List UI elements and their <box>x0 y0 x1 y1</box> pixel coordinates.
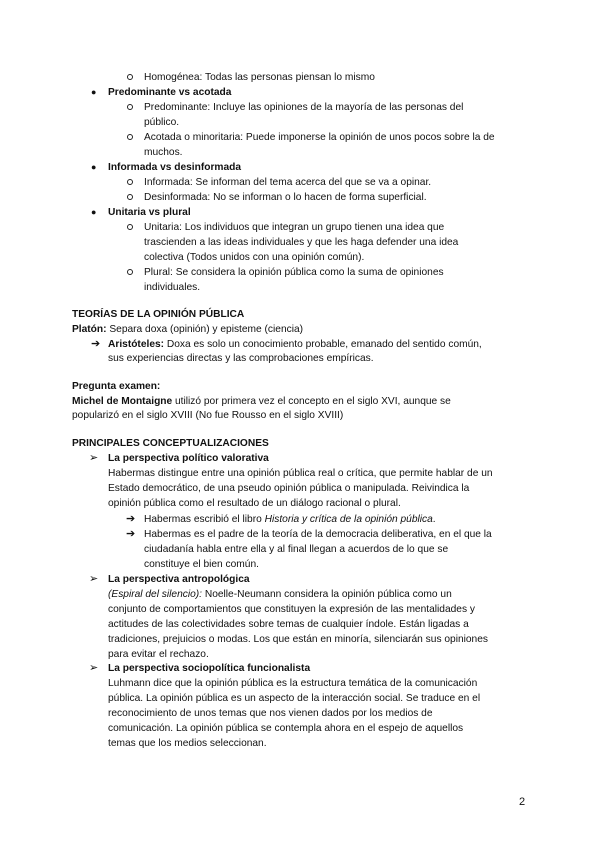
hollow-bullet-icon <box>127 194 133 200</box>
arrow-right-icon: ➔ <box>126 513 136 525</box>
funcionalista-text-5: temas que los medios seleccionan. <box>108 738 267 749</box>
list-heading-informada: Informada vs desinformada <box>108 162 242 173</box>
funcionalista-text-3: reconocimiento de unos temas que nos vienen dados por los medios de <box>108 708 433 719</box>
list-item-plural: Plural: Se considera la opinión pública como la suma de opiniones <box>144 267 444 278</box>
list-item-predominante-cont: público. <box>144 117 180 128</box>
triangle-arrow-icon: ➢ <box>89 662 99 674</box>
montaigne-name: Michel de Montaigne <box>72 396 173 407</box>
antropologica-text-3: actitudes de las colectividades sobre temas de cualquier índole. Están ligadas a <box>108 619 469 630</box>
hollow-bullet-icon <box>127 224 133 230</box>
habermas-libro-line <box>144 513 436 527</box>
valorativa-text-1: Habermas distingue entre una opinión pública real o crítica, que permite hablar de un <box>108 468 493 479</box>
pregunta-text: utilizó por primera vez el concepto en el siglo XVI, aunque se <box>172 396 451 407</box>
funcionalista-text-2: pública. La opinión pública es un aspecto de la interacción social. Se traduce en el <box>108 693 481 704</box>
list-item-acotada: Acotada o minoritaria: Puede imponerse la opinión de unos pocos sobre la de <box>144 132 495 143</box>
list-item-acotada-cont: muchos. <box>144 147 183 158</box>
list-item-desinformada: Desinformada: No se informan o lo hacen de forma superficial. <box>144 192 427 203</box>
triangle-arrow-icon: ➢ <box>89 573 99 585</box>
funcionalista-text-4: comunicación. La opinión pública se contempla ahora en el espejo de aquellos <box>108 723 464 734</box>
aristoteles-label: Aristóteles: <box>108 339 165 350</box>
antropologica-text-1a: Noelle-Neumann considera la opinión pública como un <box>202 589 452 600</box>
habermas-libro-title: Historia y crítica de la opinión pública <box>264 514 433 525</box>
valorativa-text-3: opinión pública como el resultado de un diálogo racional o plural. <box>108 498 401 509</box>
list-item-plural-cont: individuales. <box>144 282 201 293</box>
habermas-padre-1: Habermas es el padre de la teoría de la democracia deliberativa, en el que la <box>144 529 492 540</box>
pregunta-heading: Pregunta examen: <box>72 381 161 392</box>
platon-label: Platón: <box>72 324 107 335</box>
list-item-predominante: Predominante: Incluye las opiniones de la mayoría de las personas del <box>144 102 464 113</box>
platon-text: Separa doxa (opinión) y episteme (ciencia) <box>106 324 304 335</box>
pregunta-text-cont: popularizó en el siglo XVIII (No fue Rousso en el siglo XVIII) <box>72 410 344 421</box>
section-heading-teorias: TEORÍAS DE LA OPINIÓN PÚBLICA <box>72 309 245 320</box>
habermas-libro-post: . <box>432 514 436 525</box>
aristoteles-text: Doxa es solo un conocimiento probable, emanado del sentido común, <box>164 339 482 350</box>
hollow-bullet-icon <box>127 104 133 110</box>
aristoteles-text-cont: sus experiencias directas y las comprobaciones empíricas. <box>108 353 374 364</box>
list-item-unitaria: Unitaria: Los individuos que integran un grupo tienen una idea que <box>144 222 445 233</box>
hollow-bullet-icon <box>127 134 133 140</box>
antropologica-text-1 <box>108 588 452 602</box>
list-item-unitaria-cont2: colectiva (Todos unidos con una opinión común). <box>144 252 365 263</box>
page-number: 2 <box>519 796 526 808</box>
valorativa-text-2: Estado democrático, de una pseudo opinión pública o manipulada. Reivindica la <box>108 483 470 494</box>
funcionalista-text-1: Luhmann dice que la opinión pública es la estructura temática de la comunicación <box>108 678 478 689</box>
hollow-bullet-icon <box>127 74 133 80</box>
filled-bullet-icon: ● <box>91 87 97 97</box>
arrow-right-icon: ➔ <box>91 338 101 350</box>
hollow-bullet-icon <box>127 179 133 185</box>
antropologica-title: La perspectiva antropológica <box>108 574 250 585</box>
filled-bullet-icon: ● <box>91 162 97 172</box>
habermas-libro-pre: Habermas escribió el libro <box>144 514 265 525</box>
filled-bullet-icon: ● <box>91 207 97 217</box>
aristoteles-line <box>108 338 482 352</box>
list-heading-unitaria: Unitaria vs plural <box>108 207 191 218</box>
hollow-bullet-icon <box>127 269 133 275</box>
valorativa-title: La perspectiva político valorativa <box>108 453 269 464</box>
list-item-homogenea: Homogénea: Todas las personas piensan lo mismo <box>144 72 375 83</box>
list-heading-predominante: Predominante vs acotada <box>108 87 232 98</box>
triangle-arrow-icon: ➢ <box>89 452 99 464</box>
habermas-padre-3: constituye el bien común. <box>144 559 259 570</box>
section-heading-principales: PRINCIPALES CONCEPTUALIZACIONES <box>72 438 269 449</box>
pregunta-line <box>72 395 451 409</box>
arrow-right-icon: ➔ <box>126 528 136 540</box>
antropologica-text-5: para evitar el rechazo. <box>108 649 209 660</box>
list-item-unitaria-cont1: trascienden a las ideas individuales y que les haga defender una idea <box>144 237 459 248</box>
funcionalista-title: La perspectiva sociopolítica funcionalista <box>108 663 311 674</box>
habermas-padre-2: ciudadanía habla entre ella y al final llegan a acuerdos de lo que se <box>144 544 449 555</box>
espiral-silencio: (Espiral del silencio): <box>108 589 202 600</box>
list-item-informada: Informada: Se informan del tema acerca del que se va a opinar. <box>144 177 432 188</box>
platon-line <box>72 323 303 337</box>
antropologica-text-2: conjunto de comportamientos que constituyen la expresión de las mentalidades y <box>108 604 475 615</box>
antropologica-text-4: tradiciones, prejuicios o modas. Los que están en minoría, silenciarán sus opiniones <box>108 634 488 645</box>
